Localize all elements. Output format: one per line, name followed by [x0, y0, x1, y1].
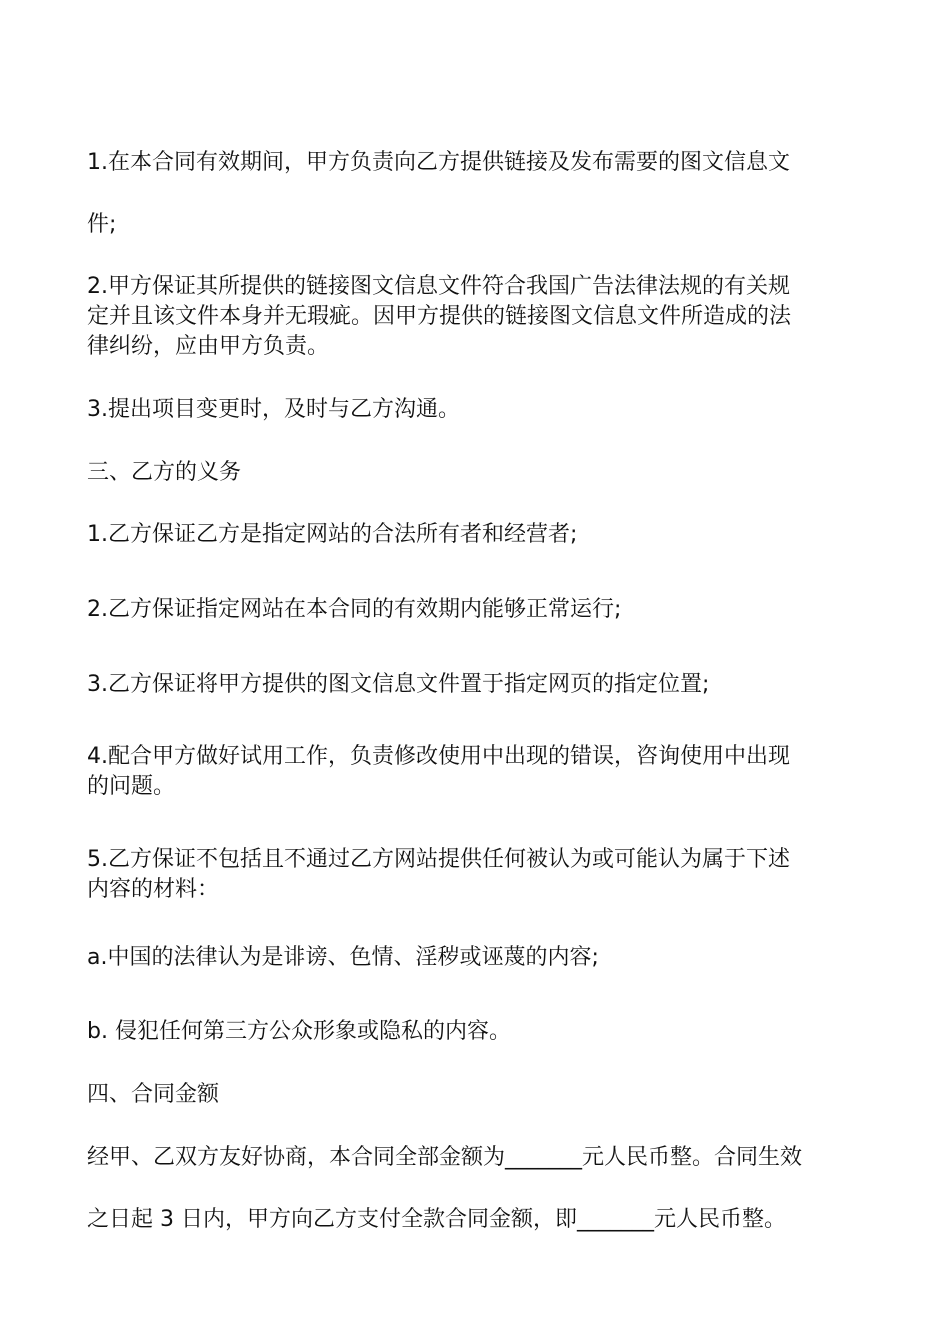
text-line: 2.甲方保证其所提供的链接图文信息文件符合我国广告法律法规的有关规 — [87, 274, 790, 299]
text-line: 之日起 3 日内，甲方向乙方支付全款合同金额，即_______元人民币整。 — [87, 1207, 786, 1232]
paragraph-party-b-obligation-2 — [87, 595, 867, 625]
text-line: 内容的材料： — [87, 877, 220, 902]
text-line: 律纠纷，应由甲方负责。 — [87, 334, 330, 359]
text-line: a.中国的法律认为是诽谤、色情、淫秽或诬蔑的内容; — [87, 945, 599, 970]
paragraph-prohibited-content-b — [87, 1017, 867, 1047]
text-line: 4.配合甲方做好试用工作，负责修改使用中出现的错误，咨询使用中出现 — [87, 744, 790, 769]
text-line: 1.在本合同有效期间，甲方负责向乙方提供链接及发布需要的图文信息文 — [87, 150, 790, 175]
text-line: 定并且该文件本身并无瑕疵。因甲方提供的链接图文信息文件所造成的法 — [87, 304, 792, 329]
paragraph-contract-amount — [87, 1143, 867, 1235]
paragraph-party-a-obligation-1 — [87, 148, 867, 240]
text-line: 1.乙方保证乙方是指定网站的合法所有者和经营者; — [87, 522, 578, 547]
paragraph-party-b-obligation-3 — [87, 670, 867, 700]
text-line: 经甲、乙双方友好协商，本合同全部金额为_______元人民币整。合同生效 — [87, 1145, 803, 1170]
paragraph-party-b-obligation-5 — [87, 845, 867, 905]
paragraph-party-b-obligation-4 — [87, 742, 867, 802]
section-heading-contract-amount — [87, 1080, 867, 1110]
text-line: 3.乙方保证将甲方提供的图文信息文件置于指定网页的指定位置; — [87, 672, 710, 697]
paragraph-party-a-obligation-3 — [87, 395, 867, 425]
text-line: b. 侵犯任何第三方公众形象或隐私的内容。 — [87, 1019, 511, 1044]
section-heading-party-b-obligations — [87, 458, 867, 488]
paragraph-party-a-obligation-2 — [87, 272, 867, 362]
text-line: 2.乙方保证指定网站在本合同的有效期内能够正常运行; — [87, 597, 622, 622]
text-line: 四、合同金额 — [87, 1082, 220, 1107]
text-line: 5.乙方保证不包括且不通过乙方网站提供任何被认为或可能认为属于下述 — [87, 847, 790, 872]
text-line: 件; — [87, 212, 117, 237]
text-line: 三、乙方的义务 — [87, 460, 242, 485]
paragraph-party-b-obligation-1 — [87, 520, 867, 550]
text-line: 3.提出项目变更时，及时与乙方沟通。 — [87, 397, 460, 422]
paragraph-prohibited-content-a — [87, 943, 867, 973]
text-line: 的问题。 — [87, 774, 176, 799]
